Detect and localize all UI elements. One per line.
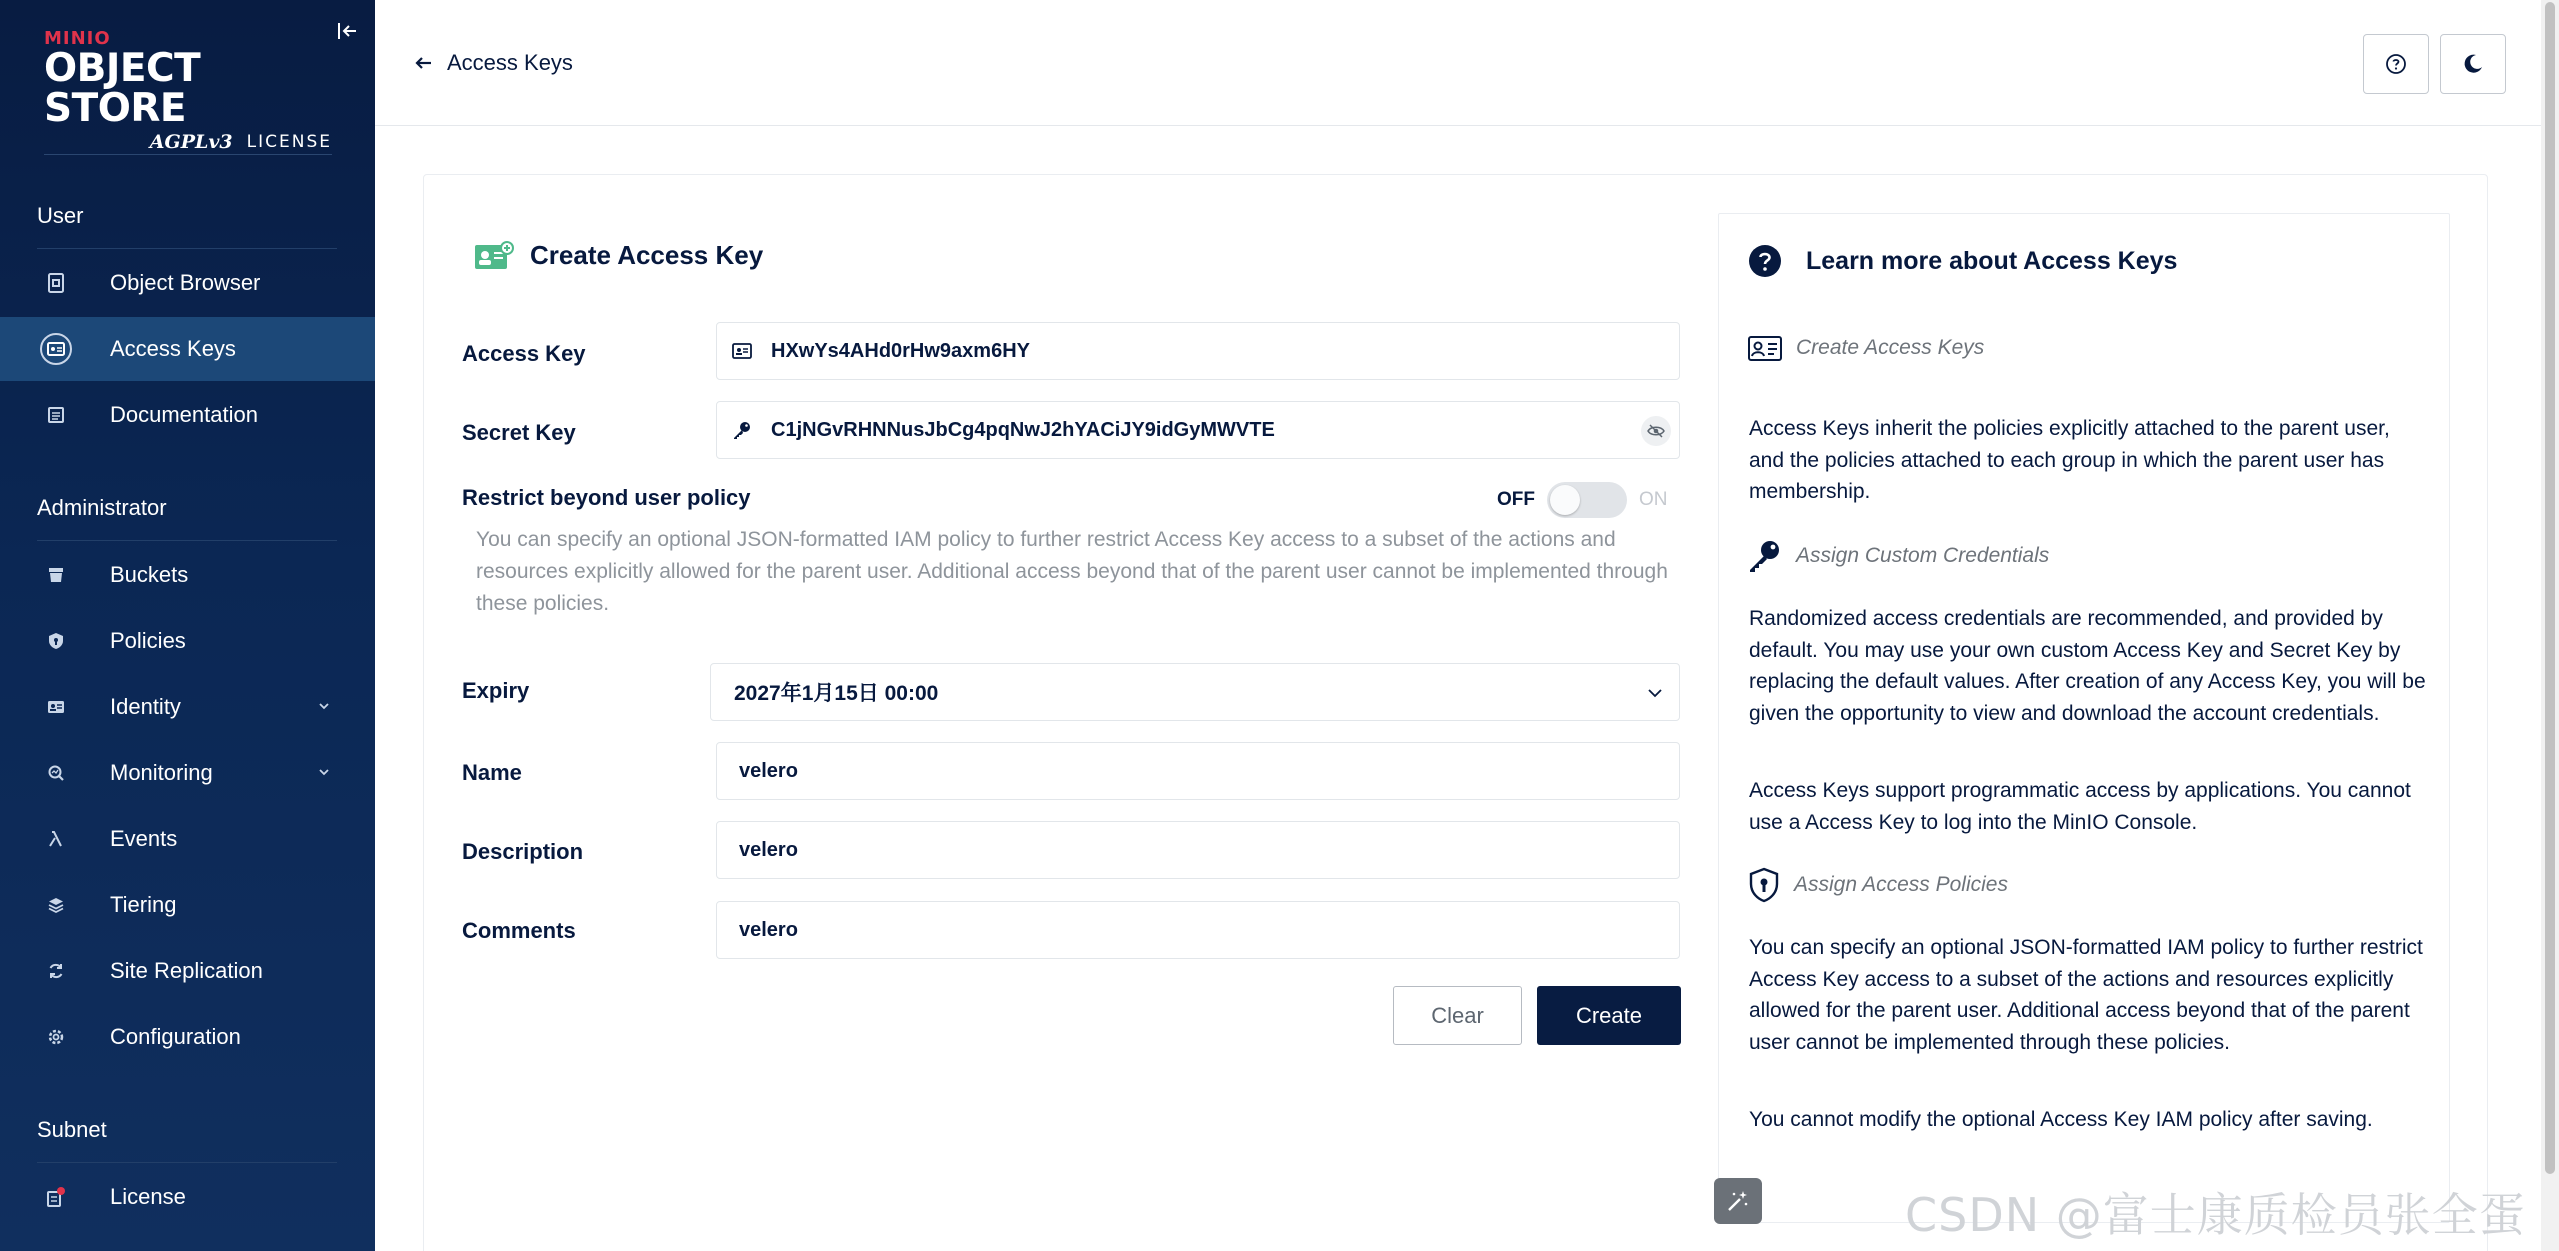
help-title <box>1748 244 2177 278</box>
id-card-icon <box>731 340 753 362</box>
sidebar-item-label: Object Browser <box>110 270 261 295</box>
sidebar-item-buckets[interactable] <box>0 543 375 607</box>
site-replication-icon <box>40 955 72 987</box>
brand-minio: MINIO <box>44 28 111 49</box>
sidebar-item-policies[interactable] <box>0 609 375 673</box>
documentation-icon <box>40 399 72 431</box>
toggle-on-label: ON <box>1639 489 1668 510</box>
sidebar-item-label: Access Keys <box>110 336 236 361</box>
toggle-knob <box>1550 485 1580 515</box>
help-heading-credentials-text: Assign Custom Credentials <box>1796 544 2050 567</box>
sidebar-item-identity[interactable] <box>0 675 375 739</box>
help-programmatic-text: Access Keys support programmatic access by applications. You cannot use a Access Key to log into the MinIO Console. <box>1749 779 2411 834</box>
form-title <box>474 240 763 271</box>
tiering-icon <box>40 889 72 921</box>
id-card-icon <box>1748 334 1782 362</box>
sidebar-item-label: Events <box>110 826 178 851</box>
help-heading-policies <box>1748 867 2008 903</box>
create-button[interactable]: Create <box>1537 986 1681 1045</box>
top-bar <box>375 0 2559 126</box>
collapse-sidebar-icon[interactable] <box>336 20 360 44</box>
sidebar-item-object-browser[interactable] <box>0 251 375 315</box>
watermark: CSDN @富士康质检员张全蛋 <box>1905 1188 2526 1242</box>
access-key-card-icon <box>474 241 514 271</box>
sidebar-item-license[interactable] <box>0 1165 375 1229</box>
help-heading-create <box>1748 334 1984 362</box>
comments-input[interactable]: velero <box>716 901 1680 959</box>
description-input[interactable]: velero <box>716 821 1680 879</box>
scrollbar-thumb[interactable] <box>2545 2 2555 1174</box>
brand-logo[interactable] <box>44 28 344 153</box>
expiry-select[interactable] <box>710 663 1680 721</box>
sidebar-item-label: Tiering <box>110 892 177 917</box>
sidebar-item-label: Identity <box>110 694 181 719</box>
sidebar-divider <box>37 248 337 249</box>
help-credentials-text: Randomized access credentials are recommended, and provided by default. You may use your own custom Access Key and Secret Key by replacing the default values. After creation of any Access Key, you will be given the opportunity to view and download the account credentials. <box>1749 607 2426 725</box>
description-label: Description <box>462 839 584 864</box>
sidebar-item-label: Policies <box>110 628 186 653</box>
chevron-down-icon <box>1645 683 1665 703</box>
help-create-text: Access Keys inherit the policies explicitly attached to the parent user, and the policies attached to each group in which the parent user has membership. <box>1749 417 2390 503</box>
chevron-down-icon[interactable] <box>316 764 334 782</box>
back-link[interactable] <box>415 50 573 76</box>
restrict-policy-toggle-group <box>1497 482 1668 518</box>
sidebar-item-label: Buckets <box>110 562 189 587</box>
help-heading-create-text: Create Access Keys <box>1796 336 1985 359</box>
sidebar-divider <box>37 540 337 541</box>
help-policies-text: You can specify an optional JSON-formatted IAM policy to further restrict Access Key access to a subset of the actions and resources explicitly allowed for the parent user. Additional access beyond that of the parent user cannot be implemented through these policies. <box>1749 936 2423 1054</box>
hide-password-icon[interactable] <box>1641 416 1671 446</box>
sidebar-item-configuration[interactable] <box>0 1005 375 1069</box>
sidebar-item-label: Configuration <box>110 1024 241 1049</box>
magic-wand-button[interactable] <box>1714 1178 1762 1224</box>
help-circle-icon <box>2384 52 2408 76</box>
sidebar-item-label: Documentation <box>110 402 258 427</box>
lambda-icon <box>40 823 72 855</box>
access-key-label: Access Key <box>462 341 586 366</box>
expiry-label: Expiry <box>462 678 530 703</box>
brand-product: OBJECT STORE <box>44 46 201 131</box>
sidebar-divider <box>37 1162 337 1163</box>
access-key-value: HXwYs4AHd0rHw9axm6HY <box>771 339 1030 362</box>
sidebar-item-label: Site Replication <box>110 958 263 983</box>
restrict-policy-label: Restrict beyond user policy <box>462 485 751 510</box>
gear-icon <box>40 1021 72 1053</box>
dark-mode-button[interactable] <box>2440 34 2506 94</box>
sidebar-item-monitoring[interactable] <box>0 741 375 805</box>
sidebar <box>0 0 375 1251</box>
object-browser-icon <box>40 267 72 299</box>
sidebar-item-documentation[interactable] <box>0 383 375 447</box>
chevron-down-icon[interactable] <box>316 698 334 716</box>
monitoring-icon <box>40 757 72 789</box>
arrow-left-icon <box>415 56 433 70</box>
access-keys-icon <box>40 333 72 365</box>
help-modify-text: You cannot modify the optional Access Key IAM policy after saving. <box>1749 1108 2373 1131</box>
policies-icon <box>40 625 72 657</box>
buckets-icon <box>40 559 72 591</box>
sidebar-item-tiering[interactable] <box>0 873 375 937</box>
secret-key-label: Secret Key <box>462 420 576 445</box>
license-icon <box>40 1181 72 1213</box>
magic-wand-icon <box>1725 1188 1751 1214</box>
sidebar-divider <box>44 154 332 155</box>
toggle-off-label: OFF <box>1497 489 1535 510</box>
help-button[interactable] <box>2363 34 2429 94</box>
name-input[interactable]: velero <box>716 742 1680 800</box>
name-label: Name <box>462 760 522 785</box>
help-circle-icon <box>1748 244 1782 278</box>
back-label: Access Keys <box>447 50 573 75</box>
restrict-policy-help: You can specify an optional JSON-formatted IAM policy to further restrict Access Key access to a subset of the actions and resources explicitly allowed for the parent user. Additional access beyond that of the parent user cannot be implemented through these policies. <box>476 528 1668 615</box>
brand-license: LICENSE <box>246 132 332 152</box>
page-scrollbar[interactable] <box>2541 0 2559 1251</box>
sidebar-item-label: License <box>110 1184 186 1209</box>
shield-icon <box>1748 867 1780 903</box>
help-heading-credentials <box>1748 539 2049 573</box>
sidebar-section-administrator: Administrator <box>37 495 167 520</box>
access-key-field[interactable] <box>716 322 1680 380</box>
key-icon <box>731 419 753 441</box>
sidebar-item-label: Monitoring <box>110 760 213 785</box>
brand-agpl: AGPLv3 <box>149 131 233 153</box>
sidebar-item-site-replication[interactable] <box>0 939 375 1003</box>
help-title-text: Learn more about Access Keys <box>1806 246 2178 275</box>
sidebar-section-subnet: Subnet <box>37 1117 107 1142</box>
moon-icon <box>2461 52 2485 76</box>
restrict-policy-toggle[interactable] <box>1547 482 1627 518</box>
sidebar-item-access-keys[interactable] <box>0 317 375 381</box>
clear-button[interactable]: Clear <box>1393 986 1522 1045</box>
secret-key-field[interactable] <box>716 401 1680 459</box>
sidebar-item-events[interactable] <box>0 807 375 871</box>
expiry-value: 2027年1月15日 00:00 <box>734 682 939 705</box>
sidebar-section-user: User <box>37 203 84 228</box>
comments-label: Comments <box>462 918 576 943</box>
key-icon <box>1748 539 1782 573</box>
form-title-text: Create Access Key <box>530 240 764 270</box>
identity-icon <box>40 691 72 723</box>
help-heading-policies-text: Assign Access Policies <box>1794 873 2008 896</box>
secret-key-value: C1jNGvRHNNusJbCg4pqNwJ2hYACiJY9idGyMWVTE <box>771 418 1275 441</box>
